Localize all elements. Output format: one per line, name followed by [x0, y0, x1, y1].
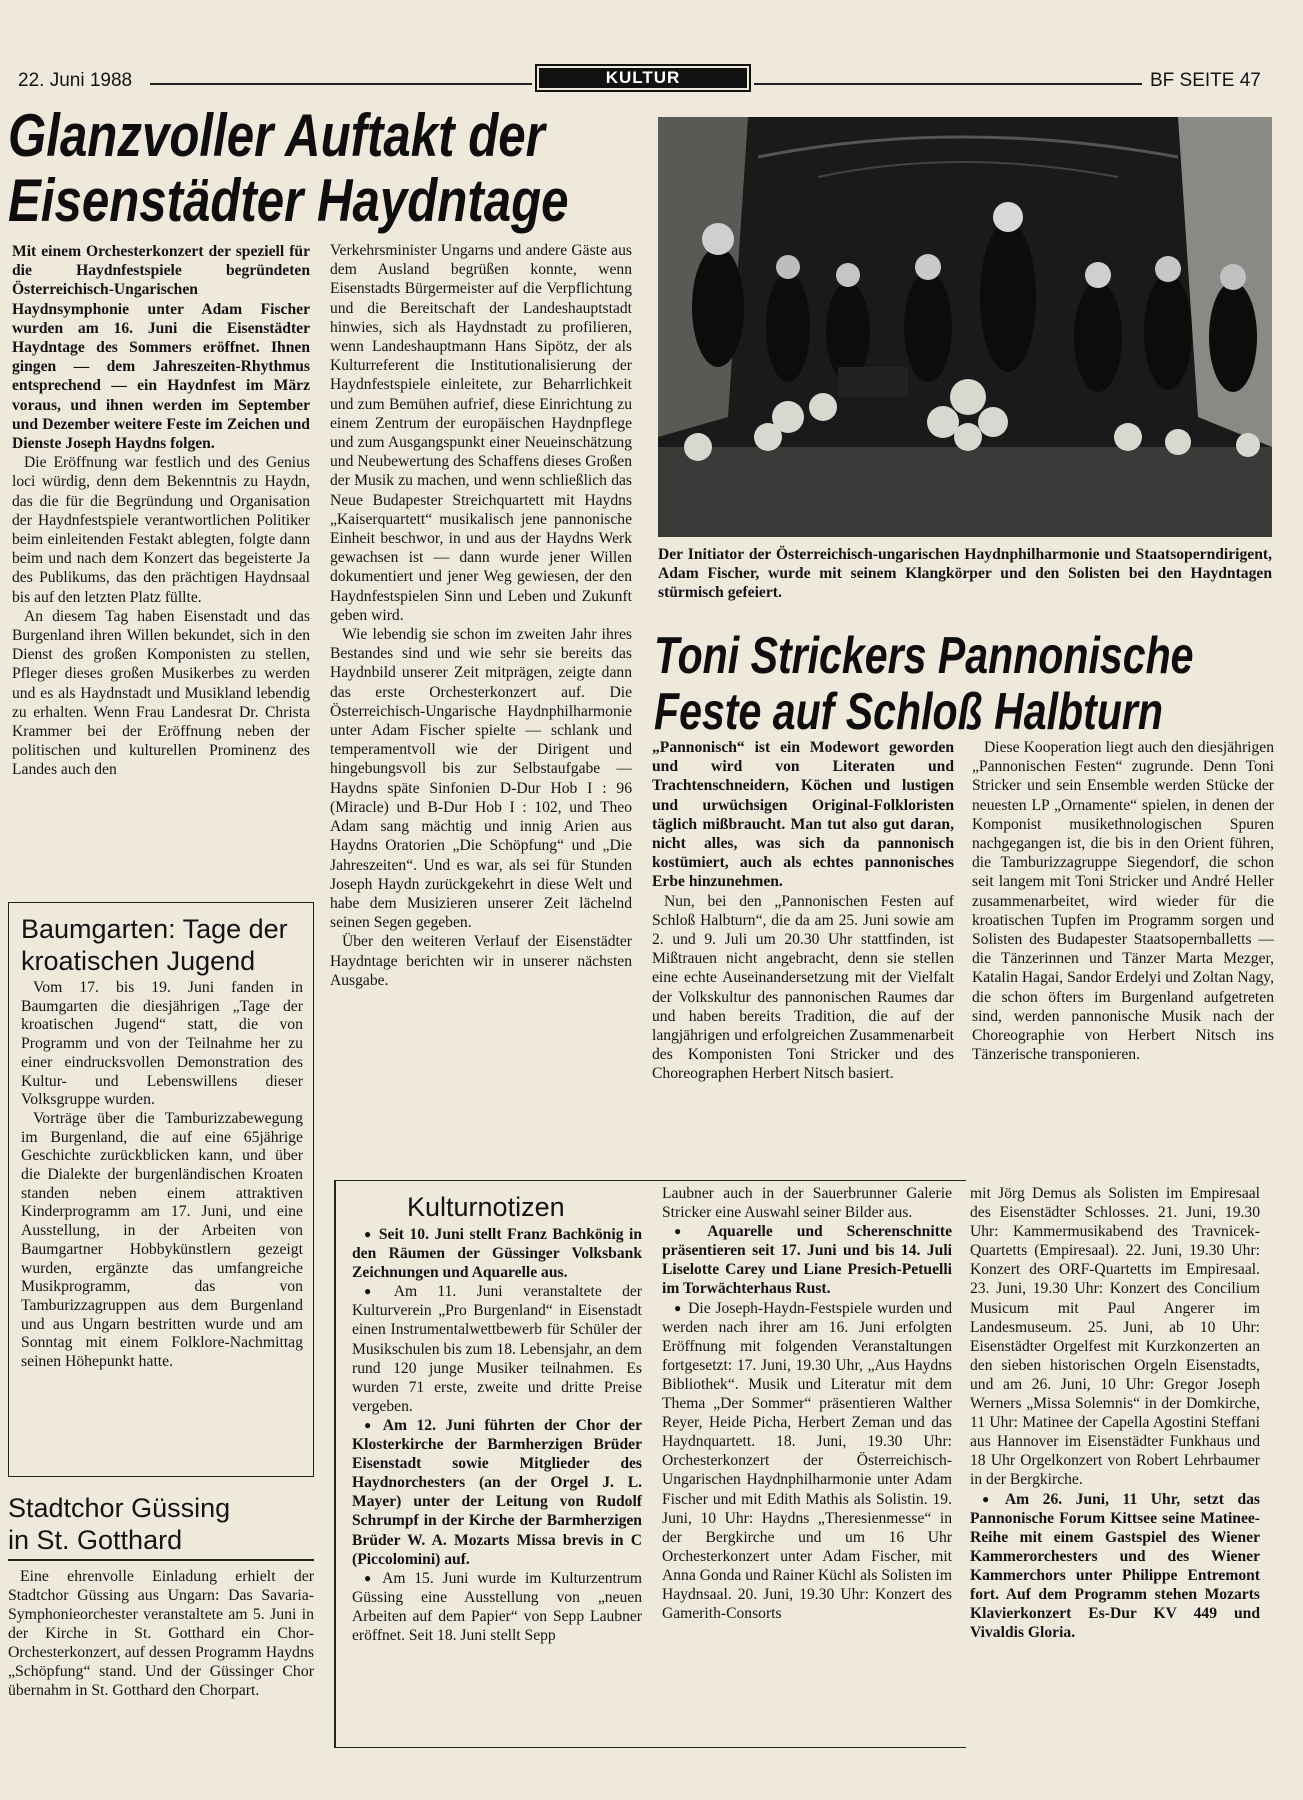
photo-caption: Der Initiator der Österreichisch-ungarischen Haydnphilharmonie und Staatsoperndirigent, Adam Fischer, wurde mit seinem Klangkörper und den Solisten bei den Haydntagen stürmisch gefeiert. [658, 546, 1272, 601]
kulturnotiz-item: Laubner auch in der Sauerbrunner Galerie Stricker eine Auswahl seiner Bilder aus. [662, 1185, 952, 1222]
main-headline-line2: Eisenstädter Haydntage [8, 166, 569, 234]
section-label: KULTUR [535, 64, 751, 92]
baumgarten-title-line2: kroatischen Jugend [21, 946, 256, 976]
main-article-col1 [12, 242, 310, 780]
kulturnotiz-item: ● Aquarelle und Scherenschnitte präsentieren seit 17. Juni und bis 14. Juli Liselotte Carey und Liane Presich-Petuelli im Torwächterhaus Rust. [662, 1222, 952, 1298]
stricker-headline-line2: Feste auf Schloß Halbturn [654, 683, 1163, 742]
kulturnotiz-item: ● Am 26. Juni, 11 Uhr, setzt das Pannonische Forum Kittsee seine Matinee-Reihe mit einem Gastspiel des Wiener Kammerorchesters und des Wiener Kammerchors unter Philippe Entremont fort. Auf dem Programm stehen Mozarts Klavierkonzert Es-Dur KV 449 und Vivaldis Gloria. [970, 1490, 1260, 1643]
guessing-text [8, 1567, 314, 1700]
guessing-rule [8, 1559, 314, 1561]
guessing-title-line2: in St. Gotthard [8, 1525, 183, 1555]
main-article-col2 [330, 241, 632, 990]
baumgarten-para: Vom 17. bis 19. Juni fanden in Baumgarten die diesjährigen „Tage der kroatischen Jugend“ statt, die von Programm und von der Teilnahme her zu einer eindrucksvollen Demonstration des Kultur- und Lebenswillens dieser Volksgruppe wurden. [21, 979, 303, 1109]
kulturnotiz-item: ● Am 11. Juni veranstaltete der Kulturverein „Pro Burgenland“ in Eisenstadt einen Instrumentalwettbewerb für Schüler der Musikschulen bis zum 18. Lebensjahr, an dem rund 120 junge Musiker teilnahmen. Es wurden 71 erste, zweite und dritte Preise vergeben. [352, 1282, 642, 1416]
orchestra-photo-illustration [658, 117, 1272, 537]
stricker-headline [654, 628, 1303, 740]
kulturnotizen-title: Kulturnotizen [407, 1192, 565, 1222]
kulturnotiz-item: ● Seit 10. Juni stellt Franz Bachkönig in den Räumen der Güssinger Volksbank Zeichnungen und Aquarelle aus. [352, 1225, 642, 1282]
main-article-para: Die Eröffnung war festlich und des Genius loci würdig, denn dem Bekenntnis zu Haydn, das die für die Begründung und Organisation der Haydnfestspiele verantwortlichen Politiker beim einleitenden Festakt ablegten, folgte dann beim und nach dem Konzert das begeisterte Ja des Publikums, das den prächtigen Haydnsaal bis auf den letzten Platz füllte. [12, 454, 310, 606]
kulturnotizen-col1 [352, 1225, 642, 1645]
kulturnotizen-rule [334, 1180, 336, 1748]
guessing-title-line1: Stadtchor Güssing [8, 1493, 231, 1523]
stricker-col1 [652, 738, 954, 1084]
header-rule-left [150, 83, 532, 85]
baumgarten-box [8, 902, 314, 1477]
issue-date: 22. Juni 1988 [18, 70, 133, 91]
kulturnotizen-col3 [970, 1184, 1260, 1642]
main-article-para: An diesem Tag haben Eisenstadt und das Burgenland ihren Willen bekundet, sich in den Dienst des großen Komponisten zu stellen, Pfleger dieses großen Musikerbes zu werden und es als Haydnstadt und Musikland lebendig zu erhalten. Wenn Frau Landesrat Dr. Christa Krammer bei der Eröffnung neben der politischen und kulturellen Prominenz des Landes auch den [12, 607, 310, 779]
kulturnotiz-item: ● Die Joseph-Haydn-Festspiele wurden und werden nach ihrer am 16. Juni erfolgten Eröffnung mit folgenden Veranstaltungen fortgesetzt: 17. Juni, 19.30 Uhr, „Aus Haydns Bibliothek“. Musik und Literatur mit dem Thema „Der Sommer“ präsentieren Walther Reyer, Heide Picha, Herbert Zeman und das Haydnquartett. 18. Juni, 19.30 Uhr: Orchesterkonzert der Österreichisch-Ungarischen Haydnphilharmonie unter Adam Fischer und mit Edith Mathis als Solistin. 19. Juni, 10 Uhr: Haydns „Theresienmesse“ in der Bergkirche und um 16 Uhr Orchesterkonzert unter Adam Fischer, mit Anna Gonda und Rainer Küchl als Solisten im Haydnsaal. 20. Juni, 19.30 Uhr: Konzert des Gamerith-Consorts [662, 1299, 952, 1624]
kulturnotiz-item: ● Am 15. Juni wurde im Kulturzentrum Güssing eine Ausstellung von „neuen Arbeiten auf dem Papier“ von Sepp Laubner eröffnet. Seit 18. Juni stellt Sepp [352, 1569, 642, 1645]
kulturnotiz-item: mit Jörg Demus als Solisten im Empiresaal des Eisenstädter Schlosses. 21. Juni, 19.30 Uhr: Kammermusikabend des Travnicek-Quartetts (Empiresaal). 22. Juni, 19.30 Uhr: Konzert des ORF-Quartetts im Empiresaal. 23. Juni, 19.30 Uhr: Konzert des Concilium Musicum mit Paul Angerer im Landesmuseum. 25. Juni, ab 10 Uhr: Eisenstädter Orgelfest mit Kurzkonzerten an den sieben historischen Orgeln Eisenstadts, und am 26. Juni, 10 Uhr: Gregor Joseph Werners „Missa Solemnis“ in der Domkirche, 11 Uhr: Matinee der Capella Agostini Steffani aus Hannover im Eisenstädter Funkhaus und 18 Uhr Orgelkonzert von Robert Lehrbaumer in der Bergkirche. [970, 1185, 1260, 1489]
guessing-para: Eine ehrenvolle Einladung erhielt der Stadtchor Güssing aus Ungarn: Das Savaria-Symphonieorchester veranstaltete am 5. Juni in der Kirche in St. Gotthard ein Chor-Orchesterkonzert, auf dessen Programm Haydns „Schöpfung“ stand. Und der Güssinger Chor übernahm in St. Gotthard den Chorpart. [8, 1567, 314, 1699]
page-number: BF SEITE 47 [1150, 70, 1261, 91]
baumgarten-title-line1: Baumgarten: Tage der [21, 914, 288, 944]
guessing-article [8, 1492, 314, 1700]
main-headline-line1: Glanzvoller Auftakt der [8, 102, 545, 169]
main-article-para: Verkehrsminister Ungarns und andere Gäste aus dem Ausland begrüßen konnte, wenn Eisenstadts Bürgermeister auf die Verpflichtung und die Bereitschaft der Landeshauptstadt hinwies, sich als Haydnstadt zu profilieren, wenn Landeshauptmann Hans Sipötz, der als Kulturreferent die Institutionalisierung der Haydnfestspiele einleitete, zur Beharrlichkeit und zum Bemühen aufrief, diese Einrichtung zu einem Zentrum der europäischen Haydnpflege und zum Ausgangspunkt einer Neueinschätzung und Neubewertung des Schaffens dieses Großen der Musik zu machen, und wenn schließlich das Neue Budapester Streichquartett mit Haydns „Kaiserquartett“ musikalisch jene pannonische Einheit beschwor, in und aus der Haydns Werk gewachsen ist — dann wurde jener Willen dokumentiert und jener Weg gewiesen, der den Haydnfestspielen Sinn und Leben und Zukunft geben wird. [330, 242, 632, 624]
main-article-para: Wie lebendig sie schon im zweiten Jahr ihres Bestandes sind und wie sehr sie bereits das Haydnbild unserer Zeit mitprägen, zeigte dann das erste Orchesterkonzert auf. Die Österreichisch-Ungarische Haydnphilharmonie unter Adam Fischer spielte — schlank und temperamentvoll wie der Dirigent und hingebungsvoll bis zur Selbstaufgabe — Haydns späte Sinfonien D-Dur Hob I : 96 (Miracle) und B-Dur Hob I : 102, und Theo Adam sang mächtig und innig Arien aus Haydns Oratorien „Die Schöpfung“ und „Die Jahreszeiten“. Und es war, als sei für Stunden Joseph Haydn zurückgekehrt in diese Welt und habe dem Musizieren unserer Zeit lächelnd seinen Segen gegeben. [330, 626, 632, 932]
main-headline [8, 104, 692, 234]
stricker-para: Nun, bei den „Pannonischen Festen auf Schloß Halbturn“, die da am 25. Juni sowie am 2. und 9. Juli um 20.30 Uhr stattfinden, ist Mißtrauen nicht angebracht, denn sie stellen eine echte Auseinandersetzung mit der Vielfalt der Volkskultur des pannonischen Raumes dar und haben bereits Tradition, die auf der langjährigen und erfolgreichen Zusammenarbeit des Komponisten Toni Stricker und des Choreographen Herbert Nitsch basiert. [652, 892, 954, 1083]
kulturnotizen-col2 [662, 1184, 952, 1623]
baumgarten-text [21, 979, 303, 1372]
main-article-para: Über den weiteren Verlauf der Eisenstädter Haydntage berichten wir in unserer nächsten Ausgabe. [330, 933, 632, 989]
main-article-lead: Mit einem Orchesterkonzert der speziell für die Haydnfestspiele begründeten Österreichisch-Ungarischen Haydnsymphonie unter Adam Fischer wurden am 16. Juni die Eisenstädter Haydntage des Sommers eröffnet. Ihnen gingen — dem Jahreszeiten-Rhythmus entsprechend — ein Haydnfest im März voraus, und ihnen werden im September und Dezember weitere Feste im Zeichen und Dienste Joseph Haydns folgen. [12, 243, 310, 453]
kulturnotiz-item: ● Am 12. Juni führten der Chor der Klosterkirche der Barmherzigen Brüder Eisenstadt sowie Mitglieder des Haydnorchesters (an der Orgel J. L. Mayer) unter der Leitung von Rudolf Schrumpf in der Kirche der Barmherzigen Brüder W. A. Mozarts Missa brevis in C (Piccolomini) auf. [352, 1416, 642, 1569]
baumgarten-para: Vorträge über die Tamburizzabewegung im Burgenland, die auf eine 65jährige Geschichte zurückblicken kann, und über die Dialekte der burgenländischen Kroaten standen neben einem attraktiven Kinderprogramm am 17. Juni, und eine Ausstellung, in der Arbeiten von Baumgartner Hobbykünstlern gezeigt wurden, ergänzte das umfangreiche Musikprogramm, das von Tamburizzagruppen aus dem Burgenland und aus Ungarn bestritten wurde und am Sonntag mit einem Folklore-Nachmittag seinen Höhepunkt hatte. [21, 1109, 303, 1371]
header-rule-right [754, 83, 1142, 85]
stricker-col2 [972, 738, 1274, 1064]
stricker-headline-line1: Toni Strickers Pannonische [654, 627, 1194, 685]
stricker-para: Diese Kooperation liegt auch den diesjährigen „Pannonischen Festen“ zugrunde. Denn Toni Stricker und sein Ensemble werden Stücke der neuesten LP „Ornamente“ spielen, in denen der Komponist musikethnologischen Spuren nachgegangen ist, die bis in den Orient führen, die Tamburizzagruppe Siegendorf, die schon seit langem mit Toni Stricker und André Heller zusammenarbeitet, wird wieder für die kroatischen Tupfen im Programm sorgen und Solisten des Budapester Staatsopernballetts — die Tänzerinnen und Tänzer Marta Mezger, Katalin Hagai, Sandor Erdelyi und Zoltan Nagy, die schon öfters im Burgenland aufgetreten sind, werden pannonische Musik nach der Choreographie von Herbert Nitsch ins Tänzerische transponieren. [972, 739, 1274, 1064]
orchestra-photo [658, 117, 1272, 537]
stricker-lead: „Pannonisch“ ist ein Modewort geworden und wird von Literaten und Trachtenschneidern, Köchen und lustigen und urwüchsigen Original-Folkloristen täglich mißbraucht. Man tut also gut daran, nicht alles, was sich da pannonisch kostümiert, auch als echtes pannonisches Erbe hinzunehmen. [652, 739, 954, 891]
